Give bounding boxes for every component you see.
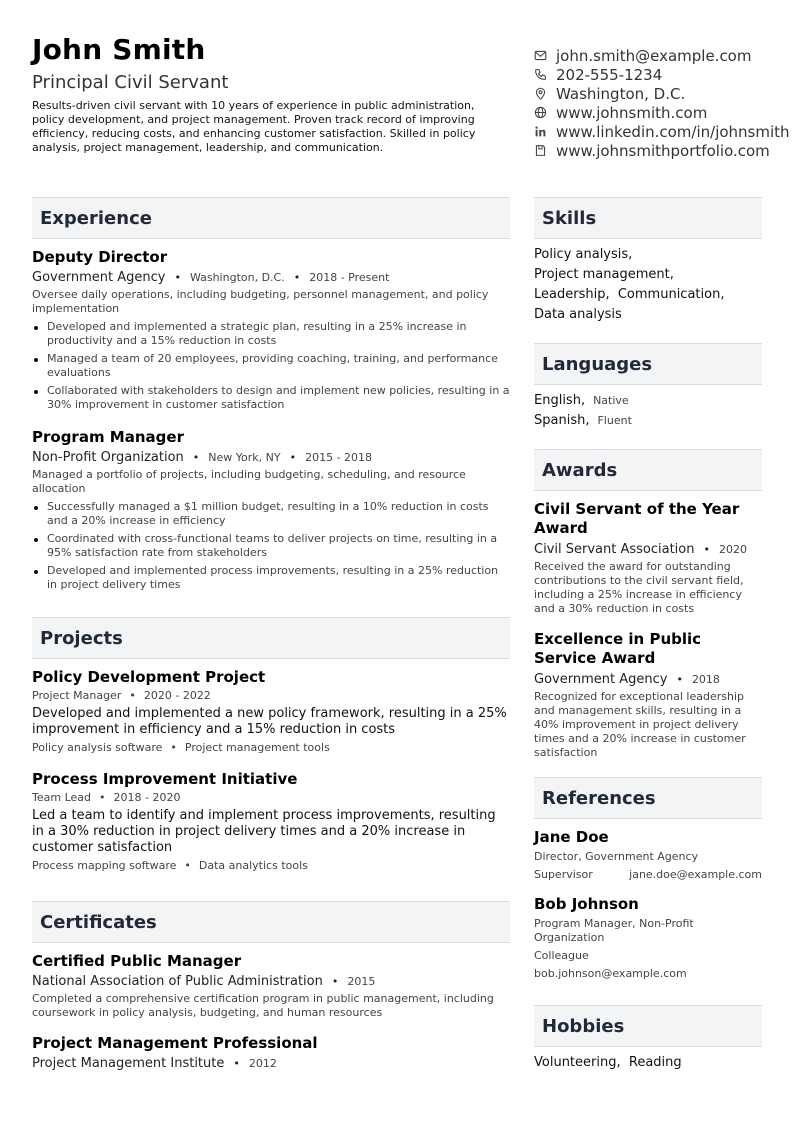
certificate-item: [32, 952, 510, 1020]
awards-section: [534, 449, 762, 760]
certificate-issuer: Project Management Institute: [32, 1056, 225, 1071]
references-section: [534, 777, 762, 981]
reference-position: Program Manager, Non-Profit Organization: [534, 917, 694, 944]
project-dates: 2020 - 2022: [143, 689, 211, 702]
certificate-item: [32, 1034, 510, 1071]
linkedin-icon: [534, 125, 547, 138]
hobbies-heading-text: Hobbies: [542, 1015, 625, 1037]
contact-portfolio-text: www.johnsmithportfolio.com: [556, 141, 770, 160]
project-meta: [32, 791, 510, 804]
skills-list: [534, 245, 762, 325]
skill-item: Leadership,: [534, 287, 610, 302]
certificate-description: Completed a comprehensive certification program in public management, including coursework in policy analysis, budgeting, and human resources: [32, 992, 494, 1019]
project-description: Led a team to identify and implement process improvements, resulting in a 30% reduction in project delivery times and a 20% increase in customer satisfaction: [32, 808, 496, 855]
skill-item: Data analysis: [534, 307, 622, 322]
header: [32, 34, 494, 155]
skills-heading-text: Skills: [542, 207, 597, 229]
languages-section: [534, 343, 762, 433]
job-bullet: Coordinated with cross-functional teams to deliver projects on time, resulting in a 95% satisfaction rate from stakeholders: [32, 532, 510, 560]
separator: •: [184, 859, 191, 872]
project-name: Policy Development Project: [32, 668, 266, 686]
job-org: Non-Profit Organization: [32, 450, 184, 465]
project-item: [32, 668, 510, 754]
reference-item: [534, 828, 762, 881]
reference-item: [534, 895, 762, 981]
reference-email[interactable]: bob.johnson@example.com: [534, 967, 687, 980]
certificate-name: Project Management Professional: [32, 1034, 318, 1052]
globe-icon: [534, 106, 547, 119]
award-year: 2018: [691, 673, 720, 686]
award-issuer: Government Agency: [534, 672, 668, 687]
project-tool: Process mapping software: [32, 859, 177, 872]
contact-phone-text: 202-555-1234: [556, 65, 663, 84]
separator: •: [233, 1057, 240, 1070]
job-bullet: Successfully managed a $1 million budget, resulting in a 10% reduction in costs and a 20% increase in efficiency: [32, 500, 510, 528]
job-location: Washington, D.C.: [189, 271, 285, 284]
reference-name: Bob Johnson: [534, 895, 639, 913]
project-dates: 2018 - 2020: [113, 791, 181, 804]
job-summary: Oversee daily operations, including budgeting, personnel management, and policy implementation: [32, 288, 489, 315]
project-role: Team Lead: [32, 791, 91, 804]
reference-position: Director, Government Agency: [534, 850, 699, 863]
certificate-year: 2015: [347, 975, 376, 988]
award-description: Recognized for exceptional leadership and management skills, resulting in a 40% improvement in project delivery times and a 20% increase in customer satisfaction: [534, 690, 746, 759]
award-issuer: Civil Servant Association: [534, 542, 695, 557]
separator: •: [174, 271, 181, 284]
job-role: Program Manager: [32, 428, 184, 446]
hobbies-section: [534, 1005, 762, 1073]
reference-email[interactable]: jane.doe@example.com: [629, 868, 762, 881]
project-meta: [32, 689, 510, 702]
contact-email[interactable]: [534, 46, 794, 65]
job-bullets: [32, 500, 510, 592]
certificate-name: Certified Public Manager: [32, 952, 242, 970]
separator: •: [331, 975, 339, 988]
contact-website-text: www.johnsmith.com: [556, 103, 708, 122]
project-description: Developed and implemented a new policy framework, resulting in a 25% improvement in efficiency and a 15% reduction in costs: [32, 706, 507, 737]
contact-linkedin[interactable]: [534, 122, 794, 141]
contact-location: [534, 84, 794, 103]
contact-location-text: Washington, D.C.: [556, 84, 686, 103]
separator: •: [192, 451, 200, 464]
references-heading: [534, 777, 762, 819]
skill-item: Policy analysis,: [534, 247, 633, 262]
job-dates: 2018 - Present: [309, 271, 390, 284]
location-pin-icon: [534, 87, 547, 100]
language-item: [534, 413, 762, 433]
reference-contact-row: [534, 868, 762, 881]
project-tools: [32, 859, 510, 872]
job-dates: 2015 - 2018: [305, 451, 373, 464]
job-bullet: Managed a team of 20 employees, providing coaching, training, and performance evaluations: [32, 352, 510, 380]
experience-section: [32, 197, 510, 592]
certificate-meta: [32, 1056, 510, 1071]
award-item: [534, 630, 762, 760]
certificate-issuer: National Association of Public Administration: [32, 974, 323, 989]
portfolio-icon: [534, 144, 547, 157]
separator: •: [676, 673, 683, 686]
hobbies-list: [534, 1053, 762, 1073]
job-org: Government Agency: [32, 270, 166, 285]
contact-portfolio[interactable]: [534, 141, 794, 160]
award-meta: [534, 542, 762, 557]
certificates-heading-text: Certificates: [40, 911, 157, 933]
project-tool: Project management tools: [184, 741, 330, 754]
reference-name: Jane Doe: [534, 828, 609, 846]
language-name: Spanish,: [534, 413, 590, 428]
project-name: Process Improvement Initiative: [32, 770, 298, 788]
job-summary: Managed a portfolio of projects, including budgeting, scheduling, and resource allocation: [32, 468, 466, 495]
experience-item: [32, 428, 510, 592]
languages-heading-text: Languages: [542, 353, 653, 375]
skill-row: [534, 285, 762, 305]
job-bullet: Collaborated with stakeholders to design and implement new policies, resulting in a 30% improvement in customer satisfaction: [32, 384, 510, 412]
experience-heading-text: Experience: [40, 207, 152, 229]
job-bullet: Developed and implemented a strategic plan, resulting in a 25% increase in productivity and a 15% reduction in costs: [32, 320, 510, 348]
skill-item: Project management,: [534, 267, 674, 282]
languages-heading: [534, 343, 762, 385]
skills-section: [534, 197, 762, 325]
separator: •: [289, 451, 297, 464]
award-item: [534, 500, 762, 616]
hobby-item: Reading: [628, 1055, 682, 1070]
skill-item: Communication,: [617, 287, 725, 302]
candidate-title: Principal Civil Servant: [32, 72, 229, 93]
separator: •: [129, 689, 136, 702]
language-level: Native: [593, 394, 629, 407]
experience-heading: [32, 197, 510, 239]
skills-heading: [534, 197, 762, 239]
project-tool: Policy analysis software: [32, 741, 163, 754]
awards-heading: [534, 449, 762, 491]
projects-heading-text: Projects: [40, 627, 123, 649]
award-meta: [534, 672, 762, 687]
project-tool: Data analytics tools: [198, 859, 308, 872]
job-bullets: [32, 320, 510, 412]
job-meta: [32, 270, 510, 285]
phone-icon: [534, 68, 547, 81]
language-name: English,: [534, 393, 586, 408]
certificates-section: [32, 901, 510, 1071]
project-item: [32, 770, 510, 872]
job-meta: [32, 450, 510, 465]
contact-block: [534, 46, 794, 160]
separator: •: [293, 271, 301, 284]
job-role: Deputy Director: [32, 248, 168, 266]
language-level: Fluent: [597, 414, 632, 427]
experience-item: [32, 248, 510, 412]
contact-email-text: john.smith@example.com: [556, 46, 752, 65]
separator: •: [170, 741, 177, 754]
award-name: Civil Servant of the Year Award: [534, 500, 740, 537]
hobby-item: Volunteering,: [534, 1055, 621, 1070]
certificate-year: 2012: [248, 1057, 277, 1070]
reference-relation: Colleague: [534, 949, 589, 962]
language-item: [534, 393, 762, 413]
summary: Results-driven civil servant with 10 years of experience in public administration, policy development, and project management. Proven track record of improving efficiency, reducing costs, and enhancing customer satisfaction. Skilled in policy analysis, project management, leadership, and communication.: [32, 99, 476, 154]
award-year: 2020: [718, 543, 747, 556]
hobbies-heading: [534, 1005, 762, 1047]
contact-phone[interactable]: [534, 65, 794, 84]
reference-relation: Supervisor: [534, 868, 593, 881]
award-description: Received the award for outstanding contributions to the civil servant field, including a 25% increase in efficiency and a 30% reduction in costs: [534, 560, 744, 615]
contact-linkedin-text: www.linkedin.com/in/johnsmith: [556, 122, 790, 141]
certificates-heading: [32, 901, 510, 943]
candidate-name: John Smith: [32, 33, 206, 66]
project-tools: [32, 741, 510, 754]
certificate-meta: [32, 974, 510, 989]
separator: •: [703, 543, 710, 556]
job-bullet: Developed and implemented process improvements, resulting in a 25% reduction in project delivery times: [32, 564, 510, 592]
projects-section: [32, 617, 510, 872]
languages-list: [534, 393, 762, 433]
mail-icon: [534, 49, 547, 62]
award-name: Excellence in Public Service Award: [534, 630, 702, 667]
job-location: New York, NY: [208, 451, 281, 464]
awards-heading-text: Awards: [542, 459, 618, 481]
separator: •: [99, 791, 106, 804]
contact-website[interactable]: [534, 103, 794, 122]
project-role: Project Manager: [32, 689, 122, 702]
projects-heading: [32, 617, 510, 659]
references-heading-text: References: [542, 787, 656, 809]
